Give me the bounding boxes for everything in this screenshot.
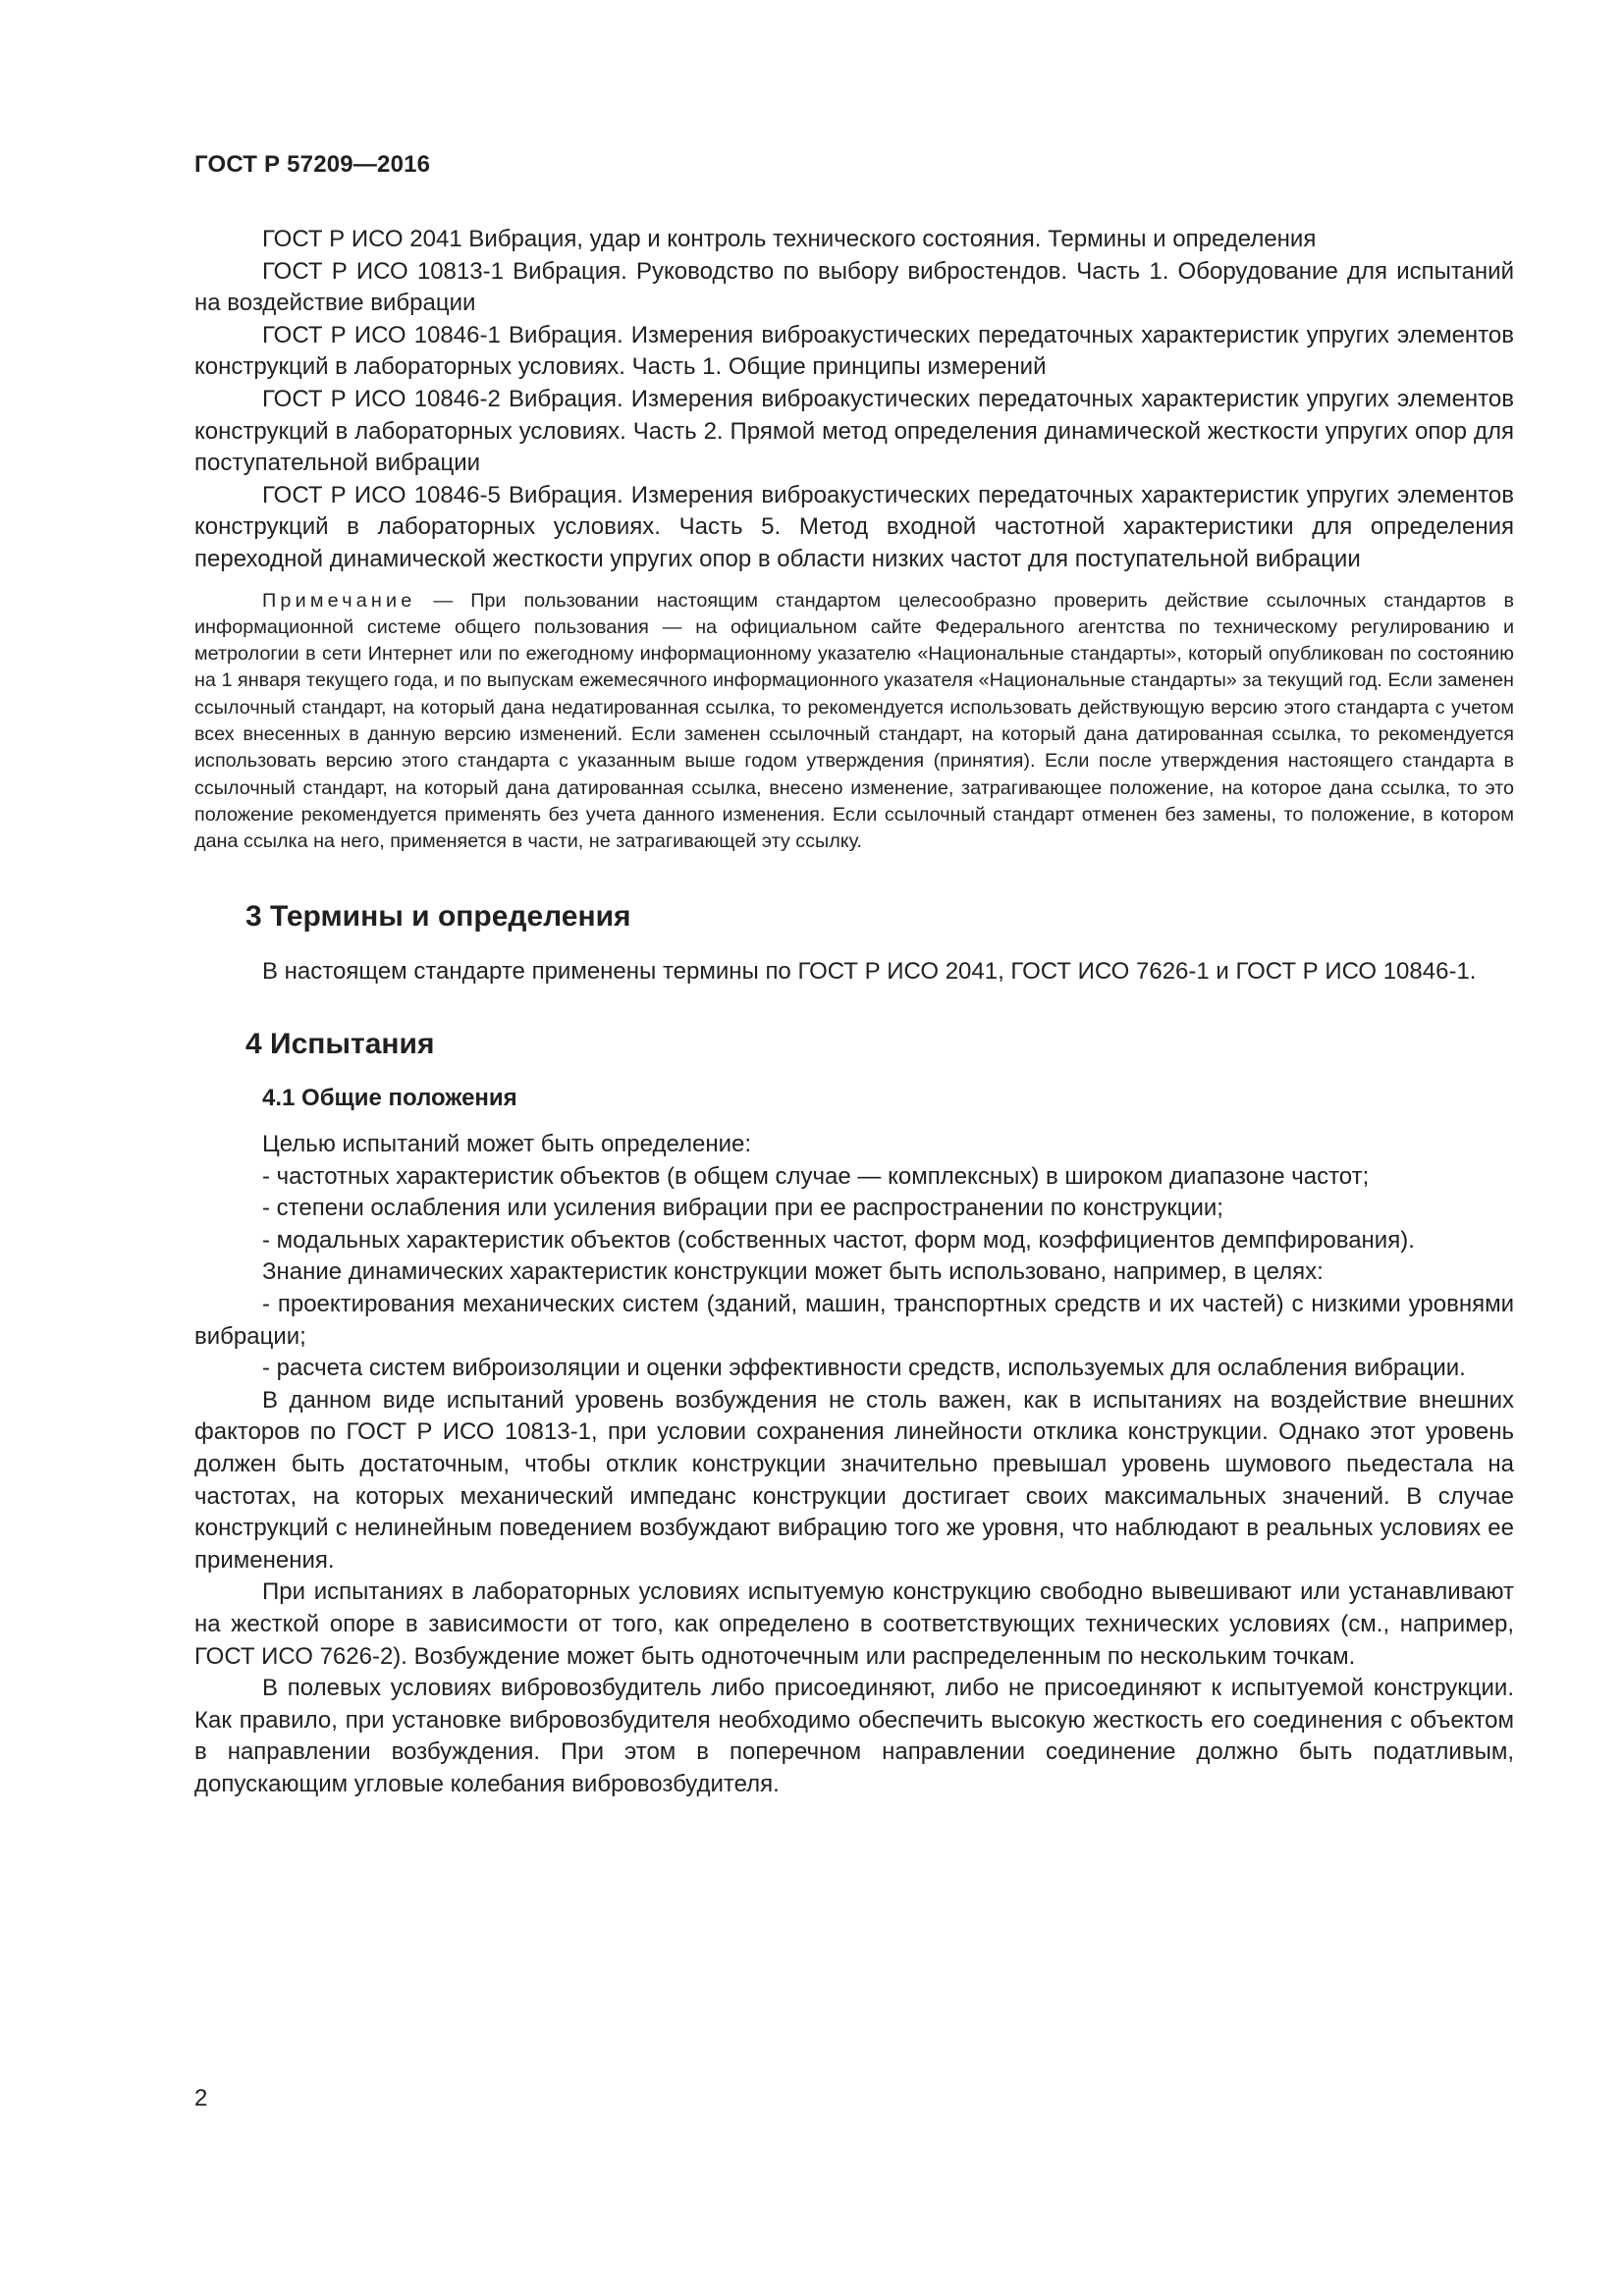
- body-paragraph: При испытаниях в лабораторных условиях испытуемую конструкцию свободно вывешивают или устанавливают на жесткой опоре в зависимости от того, как определено в соответствующих технических условиях (см., например, ГОСТ ИСО 7626-2). Возбуждение может быть одноточечным или распределенным по нескольким точкам.: [194, 1578, 1514, 1670]
- reference-item: ГОСТ Р ИСО 10846-5 Вибрация. Измерения виброакустических передаточных характеристик упругих элементов конструкций в лабораторных условиях. Часть 5. Метод входной частотной характеристики для определения переходной динамической жесткости упругих опор в области низких частот для поступательной вибрации: [194, 481, 1514, 572]
- note-label: Примечание: [262, 589, 416, 612]
- normative-references-list: [194, 224, 1514, 576]
- section-3-heading: 3 Термины и определения: [245, 899, 631, 933]
- document-header: ГОСТ Р 57209—2016: [194, 151, 431, 178]
- note-block: [194, 588, 1514, 856]
- page-number: 2: [194, 2085, 208, 2111]
- reference-item: ГОСТ Р ИСО 10813-1 Вибрация. Руководство по выбору вибростендов. Часть 1. Оборудование для испытаний на воздействие вибрации: [194, 257, 1514, 317]
- list-item: - частотных характеристик объектов (в общем случае — комплексных) в широком диапазоне частот;: [262, 1162, 1370, 1190]
- list-item: - проектирования механических систем (зданий, машин, транспортных средств и их частей) с низкими уровнями вибрации;: [194, 1291, 1514, 1350]
- body-paragraph: В данном виде испытаний уровень возбуждения не столь важен, как в испытаниях на воздействие внешних факторов по ГОСТ Р ИСО 10813-1, при условии сохранения линейности отклика конструкции. Однако этот уровень должен быть достаточным, чтобы отклик конструкции значительно превышал уровень шумового пьедестала на частотах, на которых механический импеданс конструкции достигает своих максимальных значений. В случае конструкций с нелинейным поведением возбуждают вибрацию того же уровня, что наблюдают в реальных условиях ее применения.: [194, 1386, 1514, 1574]
- subsection-4-1-heading: 4.1 Общие положения: [262, 1085, 517, 1112]
- section-4-heading: 4 Испытания: [245, 1028, 435, 1061]
- body-paragraph: Целью испытаний может быть определение:: [262, 1131, 752, 1158]
- list-item: - модальных характеристик объектов (собственных частот, форм мод, коэффициентов демпфирования).: [262, 1226, 1415, 1254]
- list-item: - степени ослабления или усиления вибрации при ее распространении по конструкции;: [262, 1195, 1223, 1222]
- body-paragraph: В полевых условиях вибровозбудитель либо присоединяют, либо не присоединяют к испытуемой конструкции. Как правило, при установке вибровозбудителя необходимо обеспечить высокую жесткость его соединения с объектом в направлении возбуждения. При этом в поперечном направлении соединение должно быть податливым, допускающим угловые колебания вибровозбудителя.: [194, 1675, 1514, 1797]
- reference-item: ГОСТ Р ИСО 10846-2 Вибрация. Измерения виброакустических передаточных характеристик упругих элементов конструкций в лабораторных условиях. Часть 2. Прямой метод определения динамической жесткости упругих опор для поступательной вибрации: [194, 385, 1514, 477]
- reference-item: ГОСТ Р ИСО 2041 Вибрация, удар и контроль технического состояния. Термины и определения: [262, 226, 1317, 252]
- section-4-body: [194, 1129, 1514, 1800]
- note-text: — При пользовании настоящим стандартом целесообразно проверить действие ссылочных стандартов в информационной системе общего пользования — на официальном сайте Федерального агентства по техническому регулированию и метрологии в сети Интернет или по ежегодному информационному указателю «Национальные стандарты», который опубликован по состоянию на 1 января текущего года, и по выпускам ежемесячного информационного указателя «Национальные стандарты» за текущий год. Если заменен ссылочный стандарт, на который дана недатированная ссылка, то рекомендуется использовать действующую версию этого стандарта с учетом всех внесенных в данную версию изменений. Если заменен ссылочный стандарт, на который дана датированная ссылка, то рекомендуется использовать версию этого стандарта с указанным выше годом утверждения (принятия). Если после утверждения настоящего стандарта в ссылочный стандарт, на который дана датированная ссылка, внесено изменение, затрагивающее положение, на которое дана ссылка, то это положение рекомендуется применять без учета данного изменения. Если ссылочный стандарт отменен без замены, то положение, в котором дана ссылка на него, применяется в части, не затрагивающей эту ссылку.: [194, 589, 1514, 853]
- section-3-text: В настоящем стандарте применены термины по ГОСТ Р ИСО 2041, ГОСТ ИСО 7626-1 и ГОСТ Р ИСО 10846-1.: [262, 957, 1477, 985]
- body-paragraph: Знание динамических характеристик конструкции может быть использовано, например, в целях:: [262, 1258, 1324, 1286]
- reference-item: ГОСТ Р ИСО 10846-1 Вибрация. Измерения виброакустических передаточных характеристик упругих элементов конструкций в лабораторных условиях. Часть 1. Общие принципы измерений: [194, 321, 1514, 381]
- page-content: [194, 224, 1514, 1801]
- list-item: - расчета систем виброизоляции и оценки эффективности средств, используемых для ослабления вибрации.: [262, 1355, 1466, 1382]
